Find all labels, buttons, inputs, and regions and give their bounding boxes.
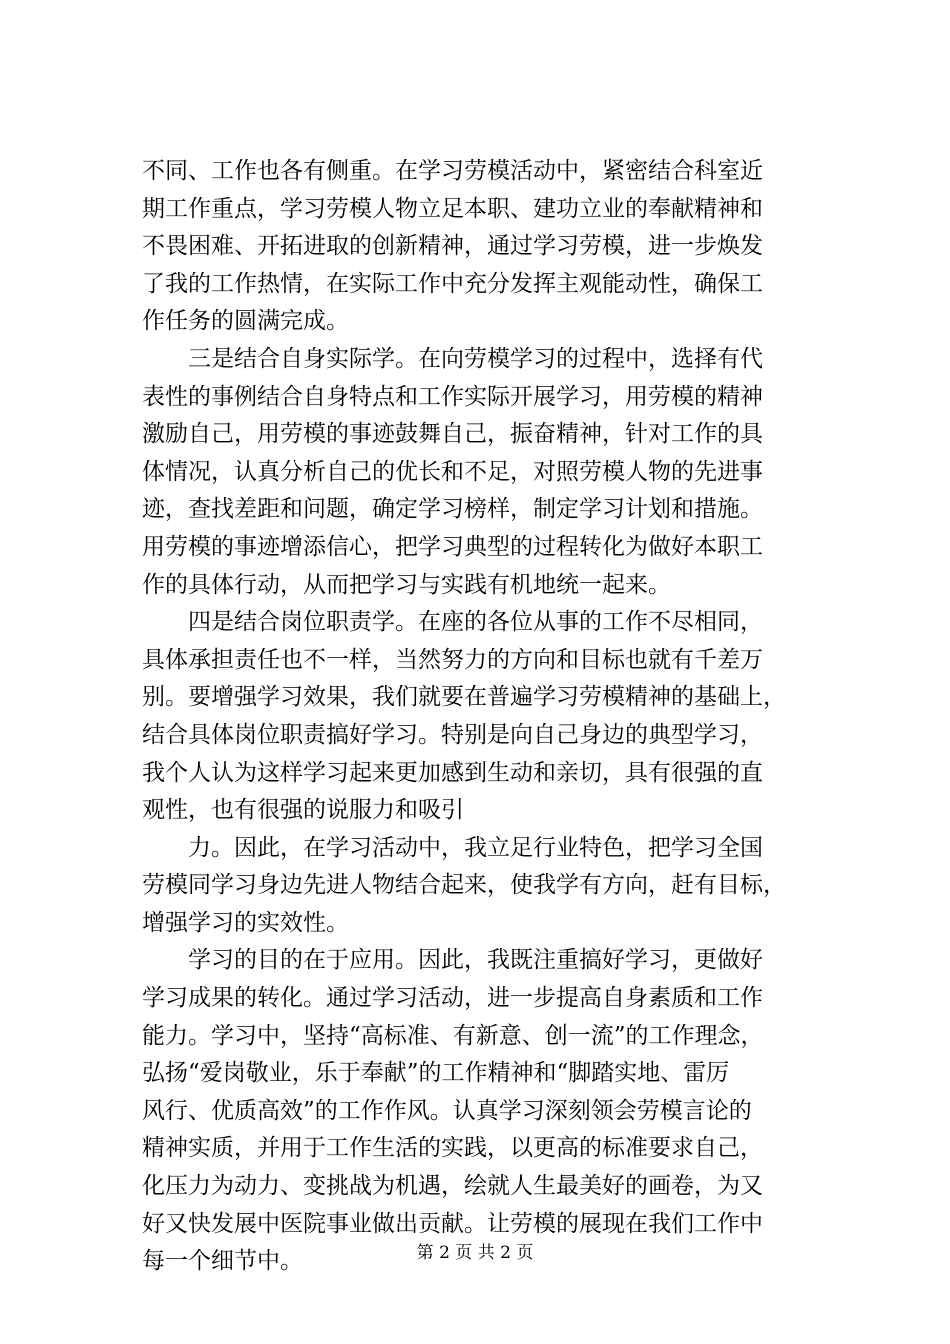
text-line: 学习成果的转化。通过学习活动，进一步提高自身素质和工作	[142, 985, 763, 1012]
text-line: 好又快发展中医院事业做出贡献。让劳模的展现在我们工作中	[142, 1210, 763, 1237]
text-line: 三是结合自身实际学。在向劳模学习的过程中，选择有代	[142, 345, 763, 372]
text-line: 了我的工作热情，在实际工作中充分发挥主观能动性，确保工	[142, 270, 763, 297]
text-line: 四是结合岗位职责学。在座的各位从事的工作不尽相同，	[142, 609, 763, 636]
text-line: 表性的事例结合自身特点和工作实际开展学习，用劳模的精神	[142, 383, 763, 410]
text-line: 不同、工作也各有侧重。在学习劳模活动中，紧密结合科室近	[142, 158, 763, 184]
text-line: 风行、优质高效”的工作作风。认真学习深刻领会劳模言论的	[142, 1097, 752, 1124]
text-line: 增强学习的实效性。	[142, 909, 349, 936]
text-line: 精神实质，并用于工作生活的实践，以更高的标准要求自己，	[142, 1135, 763, 1162]
text-line: 期工作重点，学习劳模人物立足本职、建功立业的奉献精神和	[142, 195, 763, 222]
text-line: 观性，也有很强的说服力和吸引	[142, 797, 464, 824]
text-line: 不畏困难、开拓进取的创新精神，通过学习劳模，进一步焕发	[142, 233, 763, 260]
text-line: 激励自己，用劳模的事迹鼓舞自己，振奋精神，针对工作的具	[142, 421, 763, 448]
text-line: 作的具体行动，从而把学习与实践有机地统一起来。	[142, 571, 671, 598]
text-line: 能力。学习中，坚持“高标准、有新意、创一流”的工作理念，	[142, 1022, 764, 1049]
text-line: 学习的目的在于应用。因此，我既注重搞好学习，更做好	[142, 947, 763, 974]
text-line: 每一个细节中。	[142, 1248, 303, 1275]
text-line: 化压力为动力、变挑战为机遇，绘就人生最美好的画卷，为又	[142, 1173, 763, 1200]
text-line: 弘扬“爱岗敬业，乐于奉献”的工作精神和“脚踏实地、雷厉	[142, 1060, 730, 1087]
text-line: 我个人认为这样学习起来更加感到生动和亲切，具有很强的直	[142, 759, 763, 786]
text-line: 别。要增强学习效果，我们就要在普遍学习劳模精神的基础上，	[142, 684, 786, 711]
text-line: 具体承担责任也不一样，当然努力的方向和目标也就有千差万	[142, 646, 763, 673]
text-line: 迹，查找差距和问题，确定学习榜样，制定学习计划和措施。	[142, 496, 763, 523]
text-line: 体情况，认真分析自己的优长和不足，对照劳模人物的先进事	[142, 458, 763, 485]
text-line: 用劳模的事迹增添信心，把学习典型的过程转化为做好本职工	[142, 533, 763, 560]
page-number-footer: 第 2 页 共 2 页	[416, 1243, 534, 1263]
text-line: 作任务的圆满完成。	[142, 308, 349, 335]
text-line: 力。因此，在学习活动中，我立足行业特色，把学习全国	[142, 834, 763, 861]
body-text	[142, 153, 832, 1281]
text-line: 结合具体岗位职责搞好学习。特别是向自己身边的典型学习，	[142, 721, 763, 748]
text-line: 劳模同学习身边先进人物结合起来，使我学有方向，赶有目标，	[142, 872, 786, 899]
